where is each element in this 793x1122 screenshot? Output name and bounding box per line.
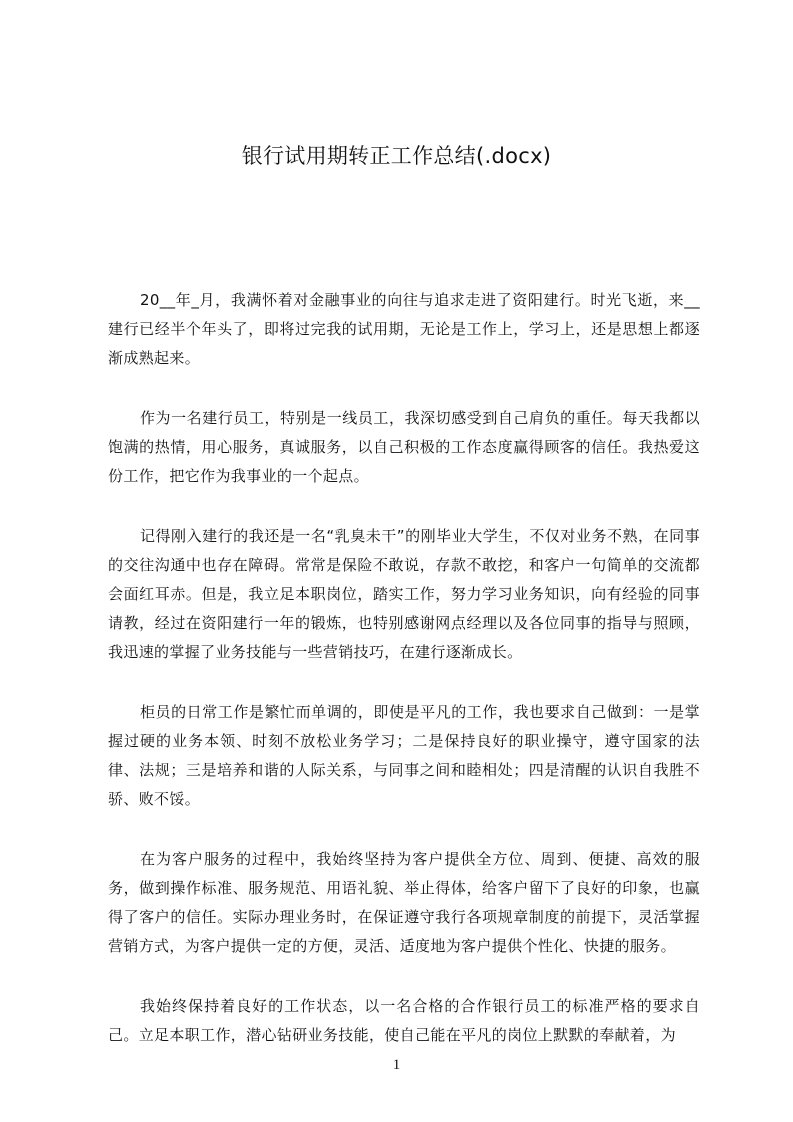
- page-number: 1: [392, 1057, 401, 1073]
- document-title: 银行试用期转正工作总结(.docx): [241, 144, 552, 168]
- paragraph-5: 在为客户服务的过程中，我始终坚持为客户提供全方位、周到、便捷、高效的服务，做到操作标准、服务规范、用语礼貌、举止得体，给客户留下了良好的印象，也赢得了客户的信任。实际办理业务时，在保证遵守我行各项规章制度的前提下，灵活掌握营销方式，为客户提供一定的方便，灵活、适度地为客户提供个性化、快捷的服务。: [108, 850, 700, 955]
- paragraph-2: 作为一名建行员工，特别是一线员工，我深切感受到自己肩负的重任。每天我都以饱满的热情，用心服务，真诚服务，以自己积极的工作态度赢得顾客的信任。我热爱这份工作，把它作为我事业的一个起点。: [108, 409, 700, 485]
- paragraph-6: 我始终保持着良好的工作状态，以一名合格的合作银行员工的标准严格的要求自己。立足本职工作，潜心钻研业务技能，使自己能在平凡的岗位上默默的奉献着，为: [108, 997, 700, 1044]
- document-body: [108, 286, 700, 1081]
- paragraph-1: 20__年_月，我满怀着对金融事业的向往与追求走进了资阳建行。时光飞逝，来__建行已经半个年头了，即将过完我的试用期，无论是工作上，学习上，还是思想上都逐渐成熟起来。: [108, 291, 700, 367]
- paragraph-4: 柜员的日常工作是繁忙而单调的，即使是平凡的工作，我也要求自己做到：一是掌握过硬的业务本领、时刻不放松业务学习；二是保持良好的职业操守，遵守国家的法律、法规；三是培养和谐的人际关系，与同事之间和睦相处；四是清醒的认识自我胜不骄、败不馁。: [108, 703, 700, 808]
- paragraph-3: 记得刚入建行的我还是一名“乳臭未干”的刚毕业大学生，不仅对业务不熟，在同事的交往沟通中也存在障碍。常常是保险不敢说，存款不敢挖，和客户一句简单的交流都会面红耳赤。但是，我立足本职岗位，踏实工作，努力学习业务知识，向有经验的同事请教，经过在资阳建行一年的锻炼，也特别感谢网点经理以及各位同事的指导与照顾，我迅速的掌握了业务技能与一些营销技巧，在建行逐渐成长。: [108, 527, 700, 661]
